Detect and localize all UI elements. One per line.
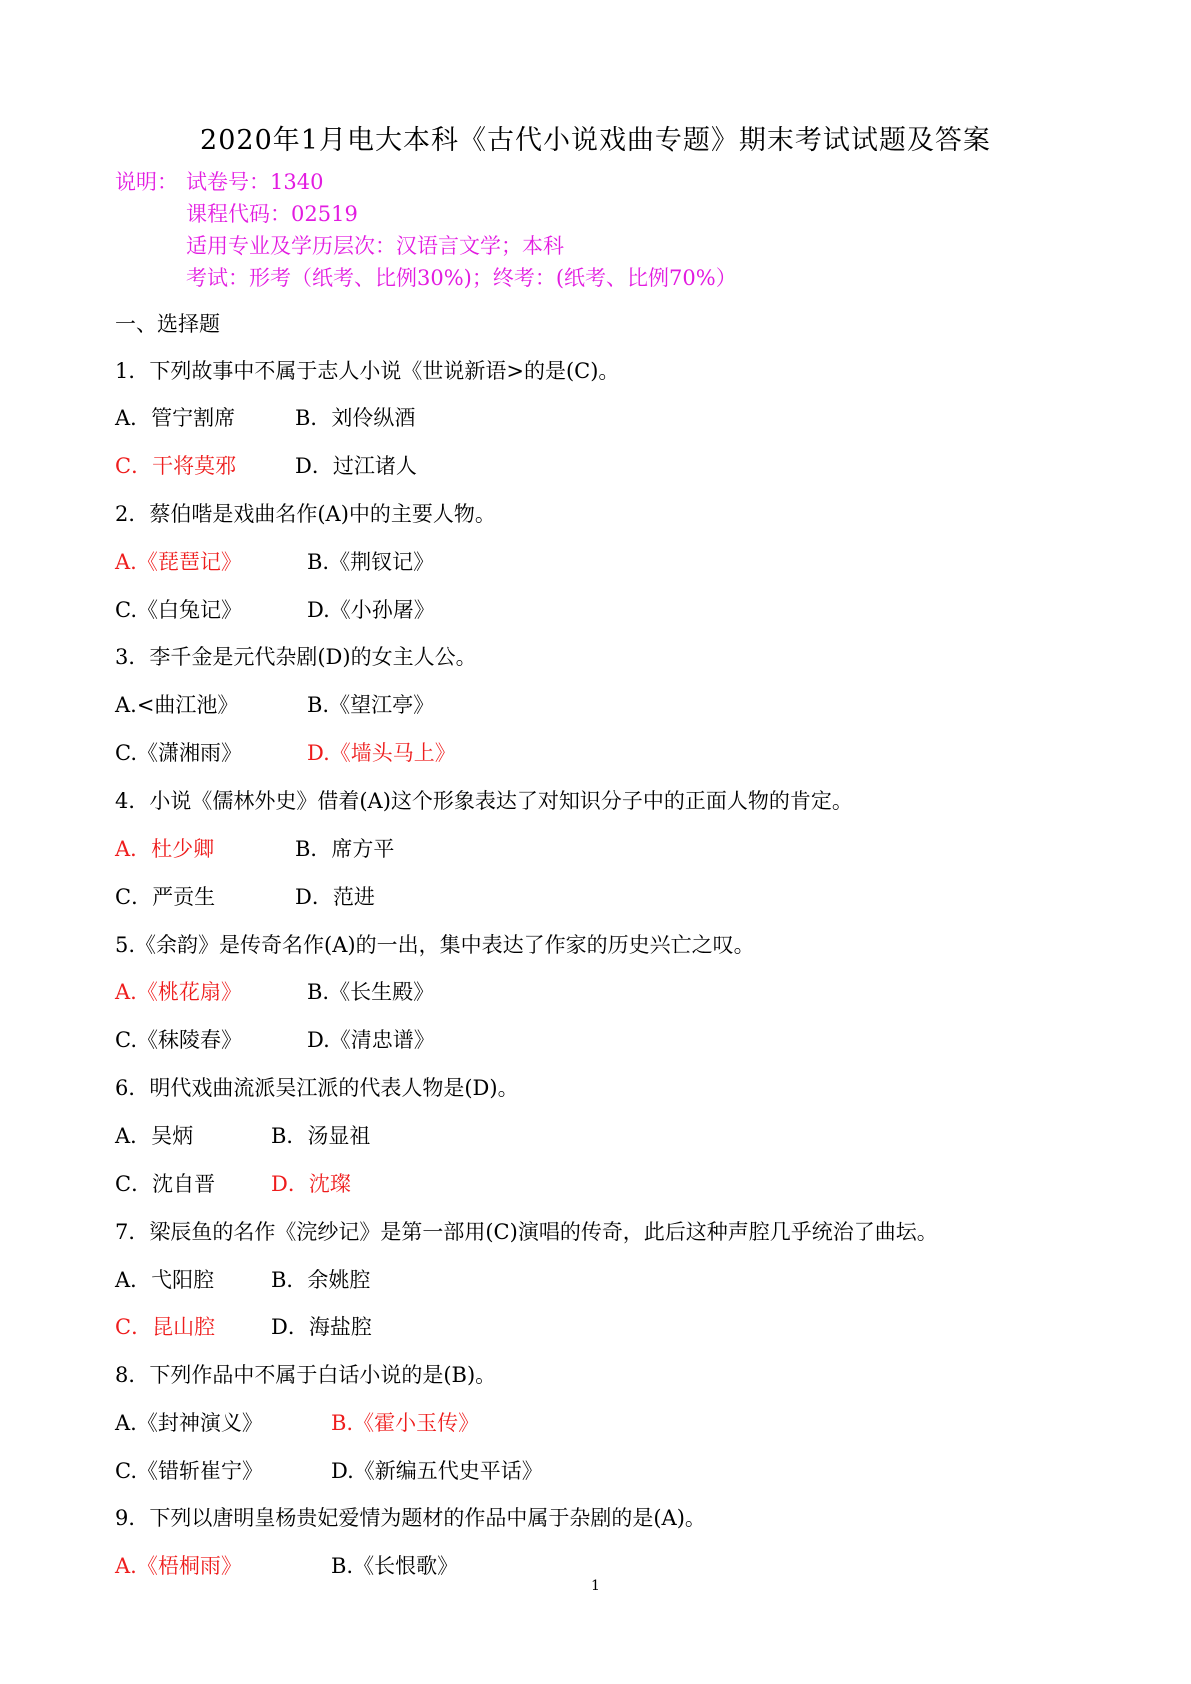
question-9-stem: 9．下列以唐明皇杨贵妃爱情为题材的作品中属于杂剧的是(A)。 — [115, 1506, 706, 1530]
question-8-option-c: C.《错斩崔宁》 — [115, 1459, 263, 1483]
question-9-option-a-answer: A.《梧桐雨》 — [115, 1554, 242, 1578]
page-number: 1 — [591, 1578, 600, 1594]
question-6-option-d-answer: D．沈璨 — [271, 1172, 351, 1196]
section-title: 一、选择题 — [115, 312, 220, 336]
question-8-option-a: A.《封神演义》 — [115, 1411, 263, 1435]
question-2-option-c: C.《白兔记》 — [115, 598, 242, 622]
question-7-stem: 7．梁辰鱼的名作《浣纱记》是第一部用(C)演唱的传奇，此后这种声腔几乎统治了曲坛。 — [115, 1220, 938, 1244]
question-5-option-b: B.《长生殿》 — [307, 980, 435, 1004]
question-3-option-c: C.《潇湘雨》 — [115, 741, 242, 765]
question-3-stem: 3．李千金是元代杂剧(D)的女主人公。 — [115, 645, 477, 669]
question-4-stem: 4．小说《儒林外史》借着(A)这个形象表达了对知识分子中的正面人物的肯定。 — [115, 789, 853, 813]
question-1-option-d: D．过江诸人 — [295, 454, 417, 478]
question-5-option-a-answer: A.《桃花扇》 — [115, 980, 242, 1004]
question-6-option-a: A．吴炳 — [115, 1124, 194, 1148]
question-1-options-row-2 — [115, 450, 417, 480]
question-7-options-row-1 — [115, 1264, 370, 1294]
question-3-options-row-2 — [115, 737, 456, 767]
note-major: 适用专业及学历层次：汉语言文学；本科 — [186, 234, 564, 258]
question-3-options-row-1 — [115, 689, 434, 719]
question-8-options-row-2 — [115, 1455, 543, 1485]
note-label: 说明： — [115, 170, 178, 194]
question-1-options-row-1 — [115, 402, 415, 432]
question-7-option-d: D．海盐腔 — [271, 1315, 372, 1339]
question-6-stem: 6．明代戏曲流派吴江派的代表人物是(D)。 — [115, 1076, 519, 1100]
question-3-option-a: A.<曲江池》 — [115, 693, 239, 717]
note-exam: 考试：形考（纸考、比例30%)；终考：(纸考、比例70%） — [186, 266, 737, 290]
question-1-option-c-answer: C．干将莫邪 — [115, 454, 237, 478]
question-5-options-row-1 — [115, 976, 434, 1006]
question-8-option-d: D.《新编五代史平话》 — [331, 1459, 543, 1483]
question-4-option-d: D．范进 — [295, 885, 375, 909]
question-4-options-row-1 — [115, 833, 394, 863]
document-title: 2020年1月电大本科《古代小说戏曲专题》期末考试试题及答案 — [200, 125, 991, 156]
question-6-option-b: B．汤显祖 — [271, 1124, 371, 1148]
question-7-option-b: B．余姚腔 — [271, 1268, 371, 1292]
question-2-options-row-2 — [115, 594, 435, 624]
question-6-option-c: C．沈自晋 — [115, 1172, 216, 1196]
question-2-option-b: B.《荆钗记》 — [307, 550, 435, 574]
question-7-option-a: A．弋阳腔 — [115, 1268, 215, 1292]
question-4-options-row-2 — [115, 881, 375, 911]
question-2-option-a-answer: A.《琵琶记》 — [115, 550, 242, 574]
question-1-stem: 1．下列故事中不属于志人小说《世说新语>的是(C)。 — [115, 359, 620, 383]
question-6-options-row-2 — [115, 1168, 351, 1198]
question-8-options-row-1 — [115, 1407, 479, 1437]
question-4-option-b: B．席方平 — [295, 837, 395, 861]
question-5-option-c: C.《秣陵春》 — [115, 1028, 242, 1052]
question-4-option-a-answer: A．杜少卿 — [115, 837, 215, 861]
question-7-option-c-answer: C．昆山腔 — [115, 1315, 216, 1339]
question-9-options-row-1 — [115, 1550, 458, 1580]
question-5-options-row-2 — [115, 1024, 435, 1054]
question-1-option-a: A．管宁割席 — [115, 406, 236, 430]
question-8-stem: 8．下列作品中不属于白话小说的是(B)。 — [115, 1363, 497, 1387]
question-5-option-d: D.《清忠谱》 — [307, 1028, 435, 1052]
question-3-option-b: B.《望江亭》 — [307, 693, 435, 717]
note-paper-number: 试卷号：1340 — [186, 170, 324, 194]
question-5-stem: 5.《余韵》是传奇名作(A)的一出，集中表达了作家的历史兴亡之叹。 — [115, 933, 755, 957]
question-1-option-b: B．刘伶纵酒 — [295, 406, 416, 430]
question-4-option-c: C．严贡生 — [115, 885, 216, 909]
question-2-options-row-1 — [115, 546, 434, 576]
question-7-options-row-2 — [115, 1311, 372, 1341]
question-3-option-d-answer: D.《墙头马上》 — [307, 741, 456, 765]
question-2-stem: 2．蔡伯喈是戏曲名作(A)中的主要人物。 — [115, 502, 496, 526]
note-course-code: 课程代码：02519 — [186, 202, 358, 226]
question-2-option-d: D.《小孙屠》 — [307, 598, 435, 622]
question-8-option-b-answer: B.《霍小玉传》 — [331, 1411, 480, 1435]
question-6-options-row-1 — [115, 1120, 370, 1150]
question-9-option-b: B.《长恨歌》 — [331, 1554, 459, 1578]
